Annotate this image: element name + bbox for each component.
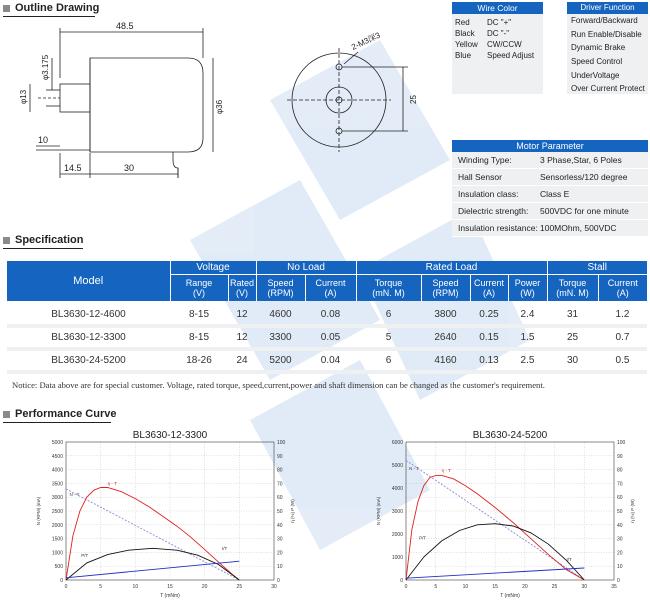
- stripe-cell: [356, 370, 421, 374]
- specification-title: [3, 234, 83, 246]
- param-value: 100MOhm, 500VDC: [540, 223, 617, 233]
- group-stall: Stall: [547, 261, 647, 274]
- dim-30: 30: [124, 163, 135, 173]
- param-value: 500VDC for one minute: [540, 206, 629, 216]
- sub-header-s-torque: Torque (mN. M): [547, 274, 598, 301]
- driver-function-header: Driver Function: [567, 2, 648, 14]
- wire-color-row: [455, 39, 543, 50]
- y-right-tick-label: 20: [617, 550, 623, 557]
- sub-header-nl-current: Current (A): [305, 274, 356, 301]
- value-cell: 0.7: [615, 332, 630, 343]
- y-right-tick-label: 50: [277, 509, 283, 515]
- stripe-cell: [256, 370, 305, 374]
- driver-function-item: Speed Control: [571, 57, 623, 67]
- y-left-tick-label: 4000: [391, 486, 403, 492]
- wire-color-row: [455, 28, 543, 39]
- stripe-cell: [305, 370, 356, 374]
- value-cell: 0.25: [479, 309, 499, 320]
- y-right-tick-label: 80: [277, 467, 283, 474]
- wire-color-header: Wire Color: [452, 2, 543, 14]
- y-left-axis-label: N (RPM) (mA): [376, 496, 381, 526]
- specification-title-text: Specification: [15, 234, 84, 246]
- dim-14-5: 14.5: [64, 163, 82, 173]
- stripe-cell: [421, 370, 470, 374]
- motor-parameter-row: [452, 220, 648, 237]
- value-cell: 12: [236, 309, 248, 320]
- x-tick-label: 10: [132, 584, 139, 590]
- outline-drawing: [8, 18, 428, 188]
- wire-color-rows: [452, 14, 543, 61]
- col-model: Model: [7, 261, 170, 301]
- stripe-cell: [598, 370, 647, 374]
- y-right-tick-label: 90: [617, 453, 623, 460]
- dim-shaft-dia: φ3.175: [41, 54, 50, 80]
- title-underline: [3, 16, 95, 17]
- y-right-tick-label: 0: [617, 578, 620, 584]
- value-cell: 30: [566, 355, 579, 366]
- series-label: N - T: [408, 465, 419, 471]
- driver-function-item: Run Enable/Disable: [571, 29, 642, 39]
- series-label: η - T: [441, 468, 451, 474]
- y-left-tick-label: 0: [400, 578, 403, 584]
- value-cell: 0.5: [615, 355, 630, 366]
- plot-frame: [406, 442, 614, 580]
- sub-header-nl-speed: Speed (RPM): [256, 274, 305, 301]
- stripe-cell: [170, 370, 228, 374]
- stripe-cell: [470, 370, 508, 374]
- y-right-tick-label: 40: [277, 522, 283, 529]
- value-cell: 0.08: [320, 309, 341, 320]
- y-right-tick-label: 60: [277, 495, 283, 502]
- value-cell: 18-26: [186, 355, 212, 366]
- motor-parameter-panel: [452, 140, 648, 236]
- y-right-tick-label: 60: [617, 495, 623, 502]
- dim-10: 10: [38, 135, 49, 145]
- model-cell: BL3630-12-4600: [51, 309, 126, 320]
- motor-parameter-header: Motor Parameter: [452, 140, 648, 152]
- param-key: Winding Type:: [458, 155, 512, 165]
- wire-function: CW/CCW: [487, 40, 522, 49]
- wire-function: DC "-": [487, 29, 510, 38]
- x-axis-label: T (mNm): [500, 593, 520, 599]
- value-cell: 0.04: [320, 355, 341, 366]
- motor-parameter-rows: [452, 152, 648, 237]
- series-line-it: [66, 561, 239, 578]
- stripe-cell: [547, 370, 598, 374]
- y-right-tick-label: 20: [277, 550, 283, 557]
- y-right-tick-label: 40: [617, 522, 623, 529]
- y-right-tick-label: 100: [277, 440, 286, 446]
- wire-function: DC "+": [487, 18, 512, 27]
- y-left-tick-label: 1000: [391, 555, 403, 561]
- table-row: [7, 305, 647, 324]
- y-right-axis-label: η (%) P (W): [290, 499, 295, 523]
- x-tick-label: 35: [611, 584, 617, 590]
- param-value: 3 Phase,Star, 6 Poles: [540, 155, 622, 165]
- value-cell: 31: [566, 309, 579, 320]
- x-tick-label: 30: [271, 584, 277, 590]
- y-right-tick-label: 100: [617, 440, 626, 446]
- series-label: I/T: [566, 556, 572, 562]
- motor-parameter-row: [452, 186, 648, 203]
- x-tick-label: 20: [522, 584, 528, 590]
- param-value: Sensorless/120 degree: [540, 172, 628, 182]
- spec-body: [7, 301, 647, 374]
- x-tick-label: 25: [551, 584, 558, 590]
- series-label: P/T: [81, 553, 89, 559]
- x-tick-label: 20: [201, 584, 208, 590]
- y-left-tick-label: 1500: [51, 536, 63, 543]
- value-cell: 1.5: [520, 332, 535, 343]
- y-right-tick-label: 10: [617, 564, 623, 571]
- notice-text: Notice: Data above are for special customer. Voltage, rated torque, speed,current,power and shaft dimension can be changed as the customer's requirement.: [12, 380, 545, 390]
- x-tick-label: 5: [99, 584, 103, 590]
- table-row: [7, 328, 647, 347]
- outline-drawing-title: [3, 2, 99, 14]
- param-value: Class E: [540, 189, 570, 199]
- chart-title: BL3630-12-3300: [132, 430, 208, 441]
- y-right-tick-label: 90: [277, 453, 283, 460]
- stripe-cell: [7, 370, 170, 374]
- driver-function-item: Over Current Protect: [571, 84, 645, 94]
- stripe-cell: [228, 370, 256, 374]
- value-cell: 8-15: [188, 332, 209, 343]
- x-tick-label: 0: [404, 584, 408, 590]
- value-cell: 2.4: [520, 309, 535, 320]
- y-left-axis-label: N (RPM) (mA): [36, 496, 41, 526]
- stripe-row: [7, 370, 647, 374]
- value-cell: 8-15: [188, 309, 209, 320]
- model-cell: BL3630-24-5200: [51, 355, 126, 366]
- series-label: P/T: [419, 535, 427, 541]
- y-right-tick-label: 70: [617, 481, 623, 488]
- value-cell: 0.15: [479, 332, 499, 343]
- motor-parameter-row: [452, 169, 648, 186]
- chart-title: BL3630-24-5200: [472, 430, 548, 441]
- group-voltage: Voltage: [170, 261, 256, 274]
- dim-total: 48.5: [116, 21, 134, 31]
- driver-function-rows: [567, 14, 648, 96]
- value-cell: 0.05: [320, 332, 341, 343]
- model-cell: BL3630-12-3300: [51, 332, 126, 343]
- y-left-tick-label: 3500: [51, 481, 63, 488]
- driver-function-item: UnderVoltage: [571, 70, 620, 80]
- y-left-tick-label: 4500: [51, 453, 63, 460]
- performance-title-text: Performance Curve: [15, 408, 117, 420]
- value-cell: 5: [385, 332, 392, 343]
- value-cell: 4600: [269, 309, 292, 320]
- y-right-tick-label: 0: [277, 578, 280, 584]
- x-tick-label: 5: [434, 584, 438, 590]
- y-right-tick-label: 30: [277, 536, 283, 543]
- spec-table: [7, 261, 647, 374]
- sub-header-s-current: Current (A): [598, 274, 647, 301]
- y-right-axis-label: η (%) P (W): [630, 499, 635, 523]
- y-left-tick-label: 2500: [51, 509, 63, 515]
- group-noload: No Load: [256, 261, 356, 274]
- title-underline: [3, 248, 83, 249]
- y-left-tick-label: 6000: [391, 440, 403, 446]
- y-left-tick-label: 2000: [51, 522, 63, 529]
- performance-chart-1: [10, 428, 310, 608]
- y-left-tick-label: 3000: [391, 509, 403, 515]
- sub-header-rated-v: Rated (V): [228, 274, 256, 301]
- driver-function-item: Dynamic Brake: [571, 43, 626, 53]
- param-key: Insulation resistance:: [458, 223, 538, 233]
- value-cell: 6: [385, 309, 392, 320]
- performance-title: [3, 408, 117, 420]
- motor-parameter-row: [452, 203, 648, 220]
- value-cell: 6: [385, 355, 392, 366]
- x-tick-label: 15: [167, 584, 173, 590]
- y-left-tick-label: 2000: [391, 532, 403, 538]
- y-left-tick-label: 500: [54, 564, 63, 571]
- series-label: η - T: [107, 480, 117, 486]
- y-left-tick-label: 5000: [391, 463, 403, 469]
- dim-dia36: φ36: [215, 99, 224, 114]
- performance-chart-2: [350, 428, 650, 608]
- wire-color-row: [455, 50, 543, 61]
- dim-25: 25: [409, 95, 418, 104]
- series-label: I/T: [222, 545, 228, 551]
- section-marker-icon: [3, 5, 10, 12]
- value-cell: 2640: [434, 332, 457, 343]
- y-left-tick-label: 4000: [51, 467, 63, 474]
- y-left-tick-label: 5000: [51, 440, 63, 446]
- y-left-tick-label: 1000: [51, 550, 63, 557]
- x-tick-label: 25: [236, 584, 243, 590]
- x-axis-label: T (mNm): [160, 593, 180, 599]
- y-left-tick-label: 3000: [51, 495, 63, 502]
- section-marker-icon: [3, 411, 10, 418]
- y-right-tick-label: 30: [617, 536, 623, 543]
- wire-function: Speed Adjust: [487, 51, 535, 60]
- table-row: [7, 351, 647, 370]
- dim-dia13: φ13: [19, 89, 28, 104]
- driver-function-item: Forward/Backward: [571, 16, 638, 26]
- sub-header-power: Power (W): [508, 274, 547, 301]
- param-key: Insulation class:: [458, 189, 519, 199]
- value-cell: 4160: [434, 355, 457, 366]
- value-cell: 2.5: [520, 355, 535, 366]
- series-label: N - T: [69, 492, 80, 498]
- stripe-cell: [508, 370, 547, 374]
- value-cell: 0.13: [479, 355, 499, 366]
- sub-header-torque: Torque (mN. M): [356, 274, 421, 301]
- value-cell: 1.2: [615, 309, 630, 320]
- wire-color-name: Yellow: [455, 40, 478, 49]
- x-tick-label: 10: [462, 584, 469, 590]
- wire-color-name: Red: [455, 18, 470, 27]
- value-cell: 24: [236, 355, 248, 366]
- title-underline: [3, 422, 111, 423]
- group-rated: Rated Load: [356, 261, 547, 274]
- y-right-tick-label: 70: [277, 481, 283, 488]
- value-cell: 12: [236, 332, 248, 343]
- sub-header-r-speed: Speed (RPM): [421, 274, 470, 301]
- sub-header-r-current: Current (A): [470, 274, 508, 301]
- y-right-tick-label: 10: [277, 564, 283, 571]
- motor-parameter-row: [452, 152, 648, 169]
- x-tick-label: 30: [581, 584, 588, 590]
- y-left-tick-label: 0: [60, 578, 63, 584]
- param-key: Dielectric strength:: [458, 206, 529, 216]
- x-tick-label: 15: [492, 584, 498, 590]
- param-key: Hall Sensor: [458, 172, 502, 182]
- value-cell: 3300: [269, 332, 292, 343]
- driver-function-panel: [567, 2, 648, 94]
- x-tick-label: 0: [64, 584, 68, 590]
- wire-color-row: [455, 17, 543, 28]
- dim-holes: 2-M3深3: [350, 30, 382, 52]
- value-cell: 3800: [434, 309, 457, 320]
- y-right-tick-label: 50: [617, 509, 623, 515]
- y-right-tick-label: 80: [617, 467, 623, 474]
- value-cell: 25: [566, 332, 579, 343]
- outline-title-text: Outline Drawing: [15, 2, 100, 14]
- section-marker-icon: [3, 237, 10, 244]
- sub-header-range: Range (V): [170, 274, 228, 301]
- value-cell: 5200: [269, 355, 292, 366]
- wire-color-name: Blue: [455, 51, 472, 60]
- wire-color-name: Black: [455, 29, 475, 38]
- wire-color-panel: [452, 2, 543, 94]
